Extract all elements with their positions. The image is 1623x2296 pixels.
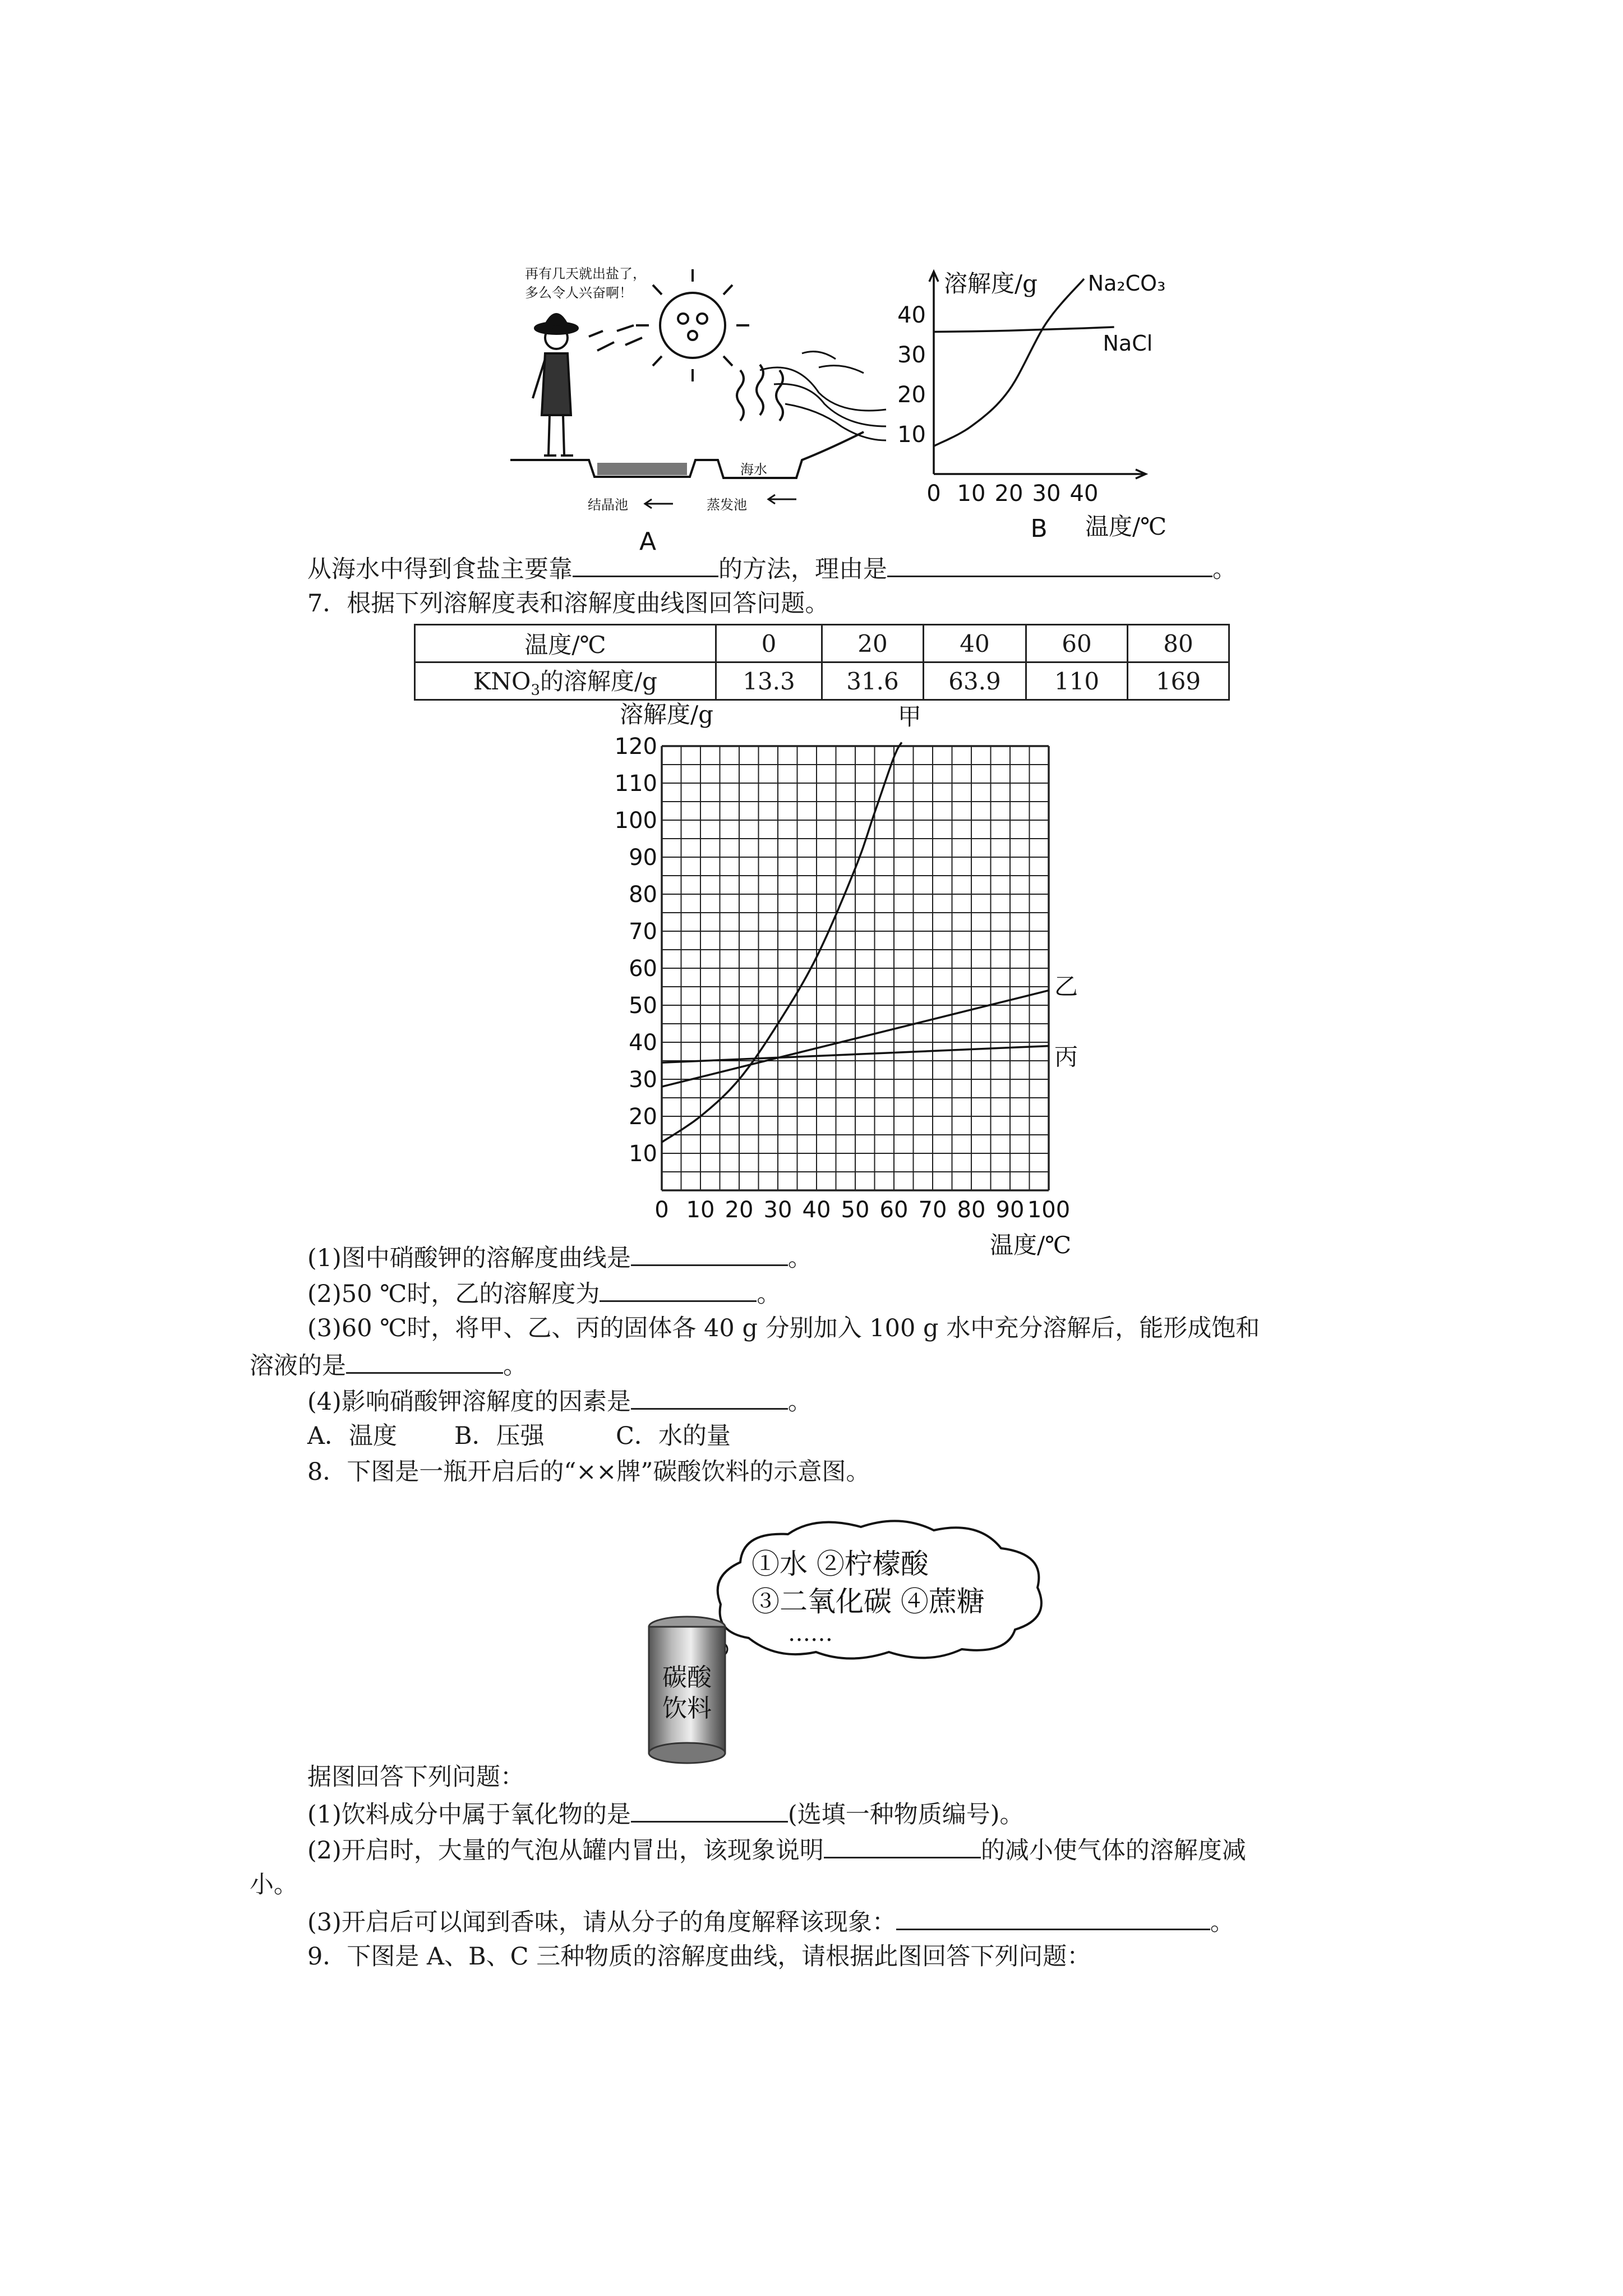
- q6-tail-line: [307, 551, 1237, 586]
- x-axis-label: 温度/℃: [1085, 513, 1167, 540]
- q7-solubility-chart: [583, 701, 1122, 1259]
- q7-options: [307, 1419, 731, 1453]
- q8-stem: 8．下图是一瓶开启后的“××牌”碳酸饮料的示意图。: [307, 1458, 870, 1486]
- option-a[interactable]: A．温度: [307, 1422, 398, 1450]
- q7-1-answer-blank[interactable]: [631, 1240, 788, 1266]
- can-label-line-2: 饮料: [662, 1694, 712, 1723]
- q7-sub1: (1)图中硝酸钾的溶解度曲线是 。: [307, 1240, 812, 1275]
- q8-sub1: (1)饮料成分中属于氧化物的是 (选填一种物质编号)。: [307, 1796, 1023, 1832]
- q8-sub3: (3)开启后可以闻到香味，请从分子的角度解释该现象： 。: [307, 1904, 1234, 1939]
- speech-line-1: 再有几天就出盐了，: [525, 266, 646, 282]
- series-yi-label: 乙: [1054, 973, 1078, 1000]
- temp-cell: 20: [822, 625, 924, 662]
- y-axis-label: 溶解度/g: [944, 270, 1038, 297]
- crystal-pond-label: 结晶池: [588, 497, 628, 513]
- value-cell: 13.3: [716, 662, 822, 700]
- q6-text-a: 从海水中得到食盐主要靠: [307, 555, 573, 583]
- cloud-line-2: ③二氧化碳 ④蔗糖: [751, 1585, 985, 1618]
- q7-sub2: (2)50 ℃时，乙的溶解度为 。: [307, 1276, 781, 1311]
- thought-cloud: [709, 1515, 1052, 1666]
- q6-text-b: 的方法，理由是: [718, 555, 887, 583]
- series-na2co3-label: Na₂CO₃: [1087, 271, 1166, 296]
- y-tick-label: 110: [614, 771, 657, 797]
- series-bing-label: 丙: [1054, 1043, 1078, 1071]
- y-tick-label: 60: [629, 956, 657, 982]
- thought-dashes: [589, 325, 642, 351]
- cloud-line-1: ①水 ②柠檬酸: [751, 1548, 929, 1580]
- temp-cell: 40: [924, 625, 1026, 662]
- series-jia-label: 甲: [897, 703, 921, 730]
- y-axis-label: 溶解度/g: [620, 701, 714, 728]
- x-tick-label: 80: [957, 1197, 986, 1223]
- x-tick-label: 100: [1027, 1197, 1071, 1223]
- table-row: [415, 662, 1229, 700]
- x-axis-label: 温度/℃: [990, 1231, 1072, 1259]
- x-axis: [934, 470, 1146, 478]
- person-figure: [533, 314, 578, 455]
- x-tick-label: 0: [654, 1197, 669, 1223]
- figure-b-label: B: [1030, 514, 1048, 543]
- soda-can: [645, 1616, 729, 1767]
- x-tick-label: 40: [802, 1197, 831, 1223]
- y-tick-label: 100: [614, 808, 657, 834]
- x-tick-label: 30: [1032, 481, 1061, 507]
- value-cell: 110: [1026, 662, 1128, 700]
- x-tick-label: 0: [926, 481, 941, 507]
- vapor-lines: [737, 365, 783, 421]
- q7-stem: 7．根据下列溶解度表和溶解度曲线图回答问题。: [307, 590, 829, 618]
- x-tick-label: 60: [879, 1197, 909, 1223]
- x-tick-label: 20: [725, 1197, 754, 1223]
- q8-3-answer-blank[interactable]: [896, 1904, 1210, 1930]
- option-c[interactable]: C．水的量: [616, 1422, 731, 1450]
- x-tick-label: 50: [841, 1197, 870, 1223]
- q8-1-answer-blank[interactable]: [631, 1796, 788, 1823]
- y-tick-label: 40: [629, 1030, 657, 1056]
- series-nacl-line: [934, 327, 1114, 332]
- q6-text-c: 。: [1212, 555, 1237, 583]
- q6-answer-blank-2[interactable]: [887, 551, 1212, 577]
- temp-cell: 80: [1128, 625, 1229, 662]
- can-label-line-1: 碳酸: [662, 1663, 712, 1692]
- value-cell: 169: [1128, 662, 1229, 700]
- figure-a-label: A: [639, 527, 657, 556]
- series-jia-line: [662, 742, 902, 1142]
- q9-stem: 9．下图是 A、B、C 三种物质的溶解度曲线，请根据此图回答下列问题：: [307, 1943, 1091, 1971]
- value-cell: 63.9: [924, 662, 1026, 700]
- y-tick-label: 50: [629, 993, 657, 1019]
- sun-icon: [636, 269, 749, 381]
- sea-waves: [760, 352, 886, 440]
- header-label: 温度/℃: [415, 625, 716, 662]
- q8-sub2: (2)开启时，大量的气泡从罐内冒出，该现象说明 的减小使气体的溶解度减: [307, 1832, 1246, 1867]
- y-tick-label: 30: [897, 342, 926, 368]
- x-tick-label: 90: [995, 1197, 1025, 1223]
- q7-sub4: (4)影响硝酸钾溶解度的因素是 。: [307, 1383, 812, 1419]
- x-tick-label: 40: [1069, 481, 1099, 507]
- figure-b-chart: [886, 264, 1200, 550]
- cloud-line-3: ……: [788, 1621, 833, 1646]
- q7-2-answer-blank[interactable]: [600, 1276, 757, 1302]
- y-tick-label: 40: [897, 302, 926, 328]
- y-tick-label: 10: [897, 422, 926, 448]
- row-label: $KNO_3$的溶解度/g: [415, 662, 716, 700]
- y-tick-label: 120: [614, 734, 657, 760]
- q8-2-answer-blank[interactable]: [824, 1832, 981, 1858]
- y-tick-label: 70: [629, 919, 657, 945]
- q7-sub3: (3)60 ℃时，将甲、乙、丙的固体各 40 g 分别加入 100 g 水中充分溶解后，能形成饱和: [307, 1314, 1260, 1342]
- temp-cell: 60: [1026, 625, 1128, 662]
- evap-pond-label: 蒸发池: [707, 497, 747, 513]
- x-tick-label: 70: [918, 1197, 947, 1223]
- q6-answer-blank-1[interactable]: [573, 551, 718, 577]
- q7-4-answer-blank[interactable]: [631, 1383, 788, 1410]
- series-na2co3-line: [934, 279, 1084, 446]
- q7-3-answer-blank[interactable]: [346, 1347, 503, 1374]
- x-tick-label: 30: [763, 1197, 792, 1223]
- series-nacl-label: NaCl: [1103, 330, 1153, 356]
- table-row: [415, 625, 1229, 662]
- x-tick-label: 20: [994, 481, 1023, 507]
- seawater-label: 海水: [740, 462, 767, 477]
- x-tick-label: 10: [686, 1197, 715, 1223]
- y-tick-label: 90: [629, 845, 657, 871]
- figure-a-salt-pan: [505, 247, 886, 561]
- value-cell: 31.6: [822, 662, 924, 700]
- y-tick-label: 20: [629, 1104, 657, 1130]
- y-tick-label: 10: [629, 1141, 657, 1167]
- q8-lead: 据图回答下列问题：: [307, 1763, 524, 1791]
- kno3-solubility-table: [414, 624, 1230, 701]
- y-tick-label: 20: [897, 382, 926, 408]
- y-tick-label: 30: [629, 1067, 657, 1093]
- x-tick-label: 10: [957, 481, 986, 507]
- q8-sub2-cont: 小。: [250, 1871, 298, 1899]
- speech-line-2: 多么令人兴奋啊！: [525, 285, 633, 301]
- temp-cell: 0: [716, 625, 822, 662]
- option-b[interactable]: B．压强: [454, 1422, 545, 1450]
- q7-sub3-cont: 溶液的是 。: [250, 1347, 527, 1383]
- y-tick-label: 80: [629, 882, 657, 908]
